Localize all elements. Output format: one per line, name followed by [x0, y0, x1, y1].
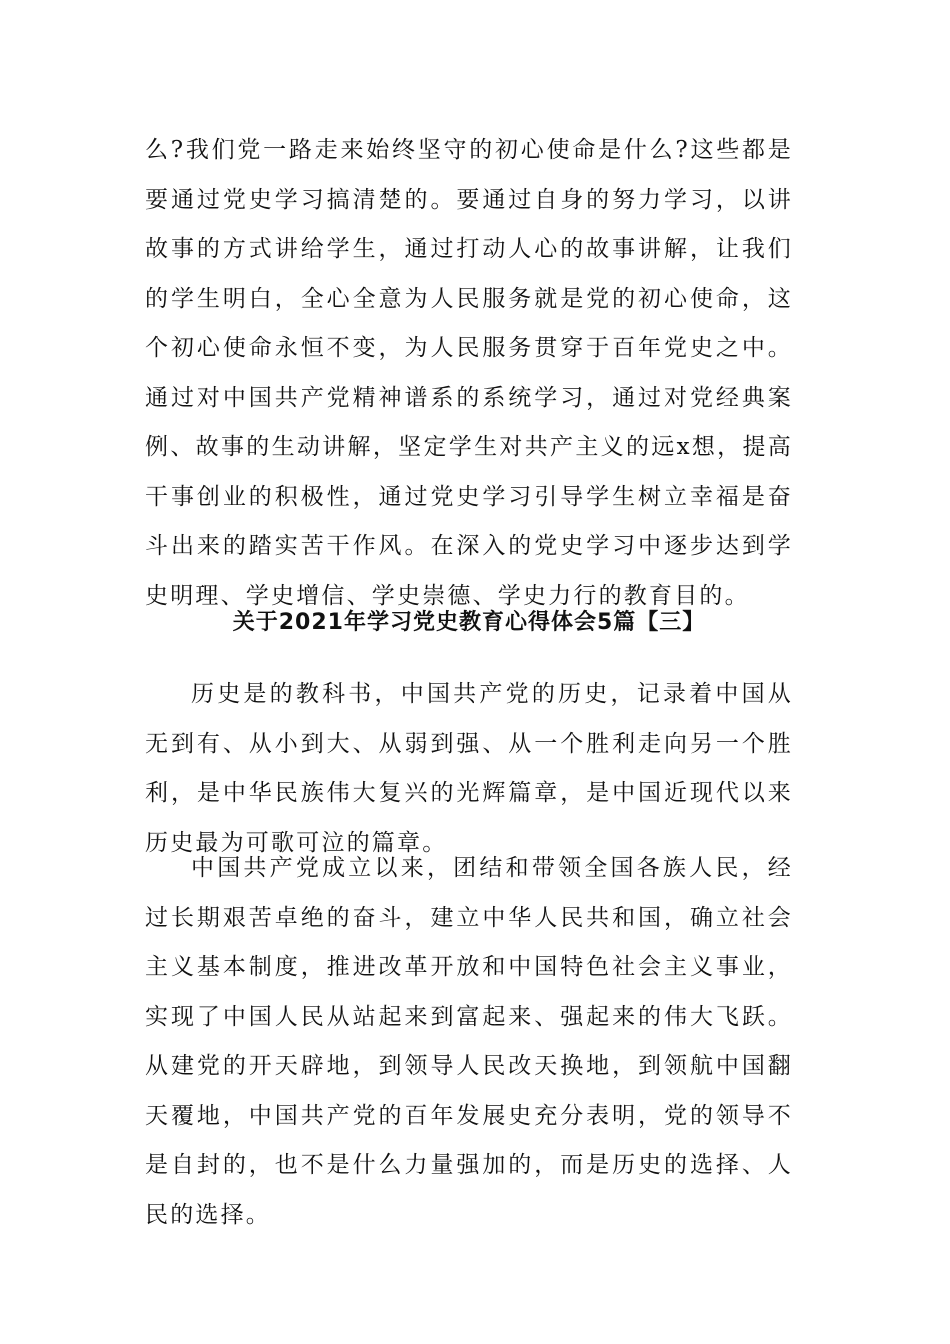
paragraph-history: 历史是的教科书，中国共产党的历史，记录着中国从无到有、从小到大、从弱到强、从一个胜利走向另一个胜利，是中华民族伟大复兴的光辉篇章，是中国近现代以来历史最为可歌可泣的篇章。: [145, 681, 793, 856]
paragraph-party-founding: 中国共产党成立以来，团结和带领全国各族人民，经过长期艰苦卓绝的奋斗，建立中华人民共和国，确立社会主义基本制度，推进改革开放和中国特色社会主义事业，实现了中国人民从站起来到富起来、强起来的伟大飞跃。从建党的开天辟地，到领导人民改天换地，到领航中国翻天覆地，中国共产党的百年发展史充分表明，党的领导不是自封的，也不是什么力量强加的，而是历史的选择、人民的选择。: [145, 855, 793, 1228]
paragraph-continuation: 么?我们党一路走来始终坚守的初心使命是什么?这些都是要通过党史学习搞清楚的。要通过自身的努力学习，以讲故事的方式讲给学生，通过打动人心的故事讲解，让我们的学生明白，全心全意为人民服务就是党的初心使命，这个初心使命永恒不变，为人民服务贯穿于百年党史之中。通过对中国共产党精神谱系的系统学习，通过对党经典案例、故事的生动讲解，坚定学生对共产主义的远x想，提高干事创业的积极性，通过党史学习引导学生树立幸福是奋斗出来的踏实苦干作风。在深入的党史学习中逐步达到学史明理、学史增信、学史崇德、学史力行的教育目的。: [145, 137, 793, 609]
section-heading: 关于2021年学习党史教育心得体会5篇【三】: [232, 610, 706, 635]
